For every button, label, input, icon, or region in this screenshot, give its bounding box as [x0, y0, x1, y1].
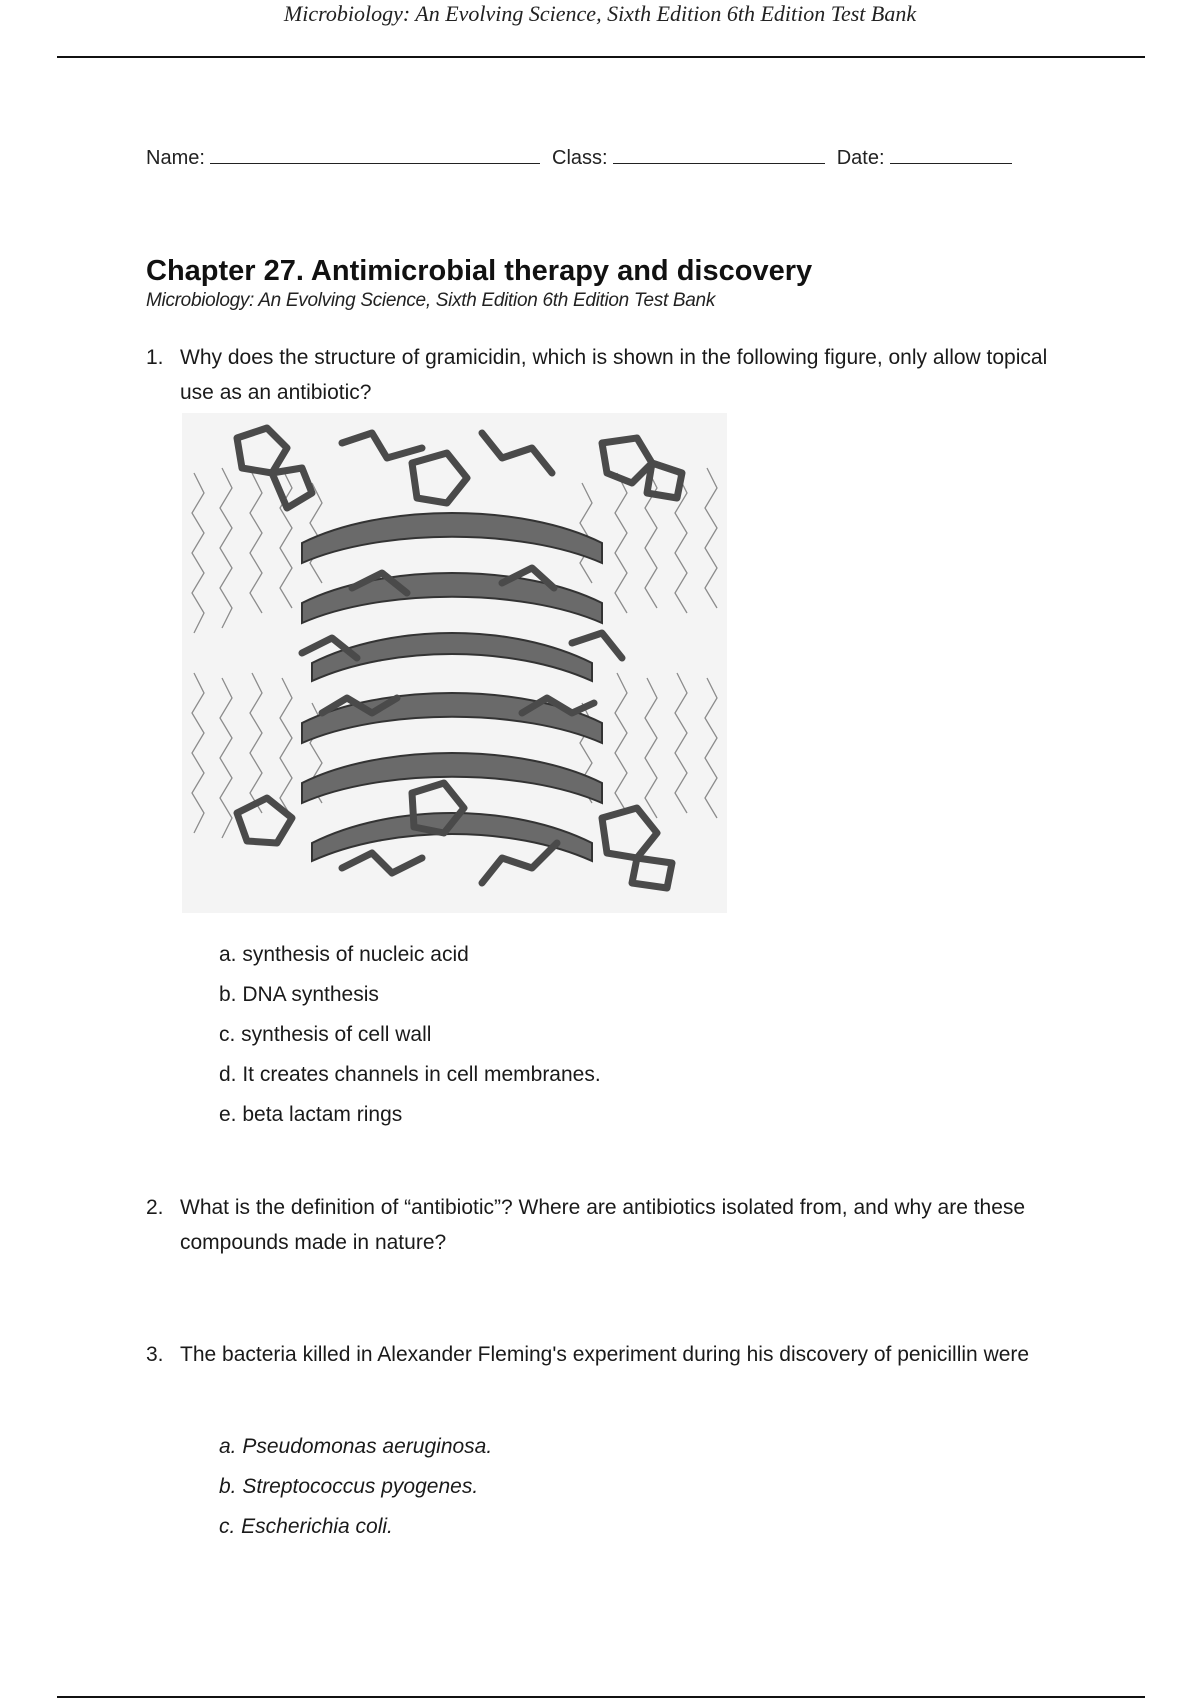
- chapter-subtitle: Microbiology: An Evolving Science, Sixth Edition 6th Edition Test Bank: [146, 290, 716, 311]
- question-number: 3.: [146, 1343, 164, 1366]
- date-blank[interactable]: [890, 145, 1012, 164]
- question-number: 1.: [146, 346, 164, 369]
- question-1-options: [219, 935, 601, 1135]
- student-info-line: [146, 145, 1012, 170]
- option-e[interactable]: e. beta lactam rings: [219, 1103, 403, 1126]
- question-2: [146, 1190, 1076, 1260]
- question-3-options: [219, 1427, 492, 1547]
- question-text: What is the definition of “antibiotic”? Where are antibiotics isolated from, and why are these compounds made in nature?: [180, 1196, 1026, 1254]
- option-b[interactable]: b. Streptococcus pyogenes.: [219, 1475, 479, 1498]
- question-text: The bacteria killed in Alexander Fleming's experiment during his discovery of penicillin were: [180, 1343, 1030, 1366]
- question-number: 2.: [146, 1196, 164, 1219]
- class-label: Class:: [552, 147, 608, 169]
- question-1: [146, 340, 1076, 410]
- name-label: Name:: [146, 147, 205, 169]
- gramicidin-structure-figure: [182, 413, 727, 913]
- running-header: Microbiology: An Evolving Science, Sixth Edition 6th Edition Test Bank: [283, 1, 917, 26]
- question-text: Why does the structure of gramicidin, which is shown in the following figure, only allow topical use as an antibiotic?: [180, 346, 1048, 404]
- option-b[interactable]: b. DNA synthesis: [219, 983, 379, 1006]
- question-3: [146, 1337, 1076, 1372]
- class-blank[interactable]: [613, 145, 825, 164]
- option-d[interactable]: d. It creates channels in cell membranes.: [219, 1063, 601, 1086]
- header-divider: [57, 56, 1145, 58]
- date-label: Date:: [836, 147, 885, 169]
- footer-divider: [57, 1696, 1145, 1698]
- option-c[interactable]: c. Escherichia coli.: [219, 1515, 393, 1538]
- option-a[interactable]: a. synthesis of nucleic acid: [219, 943, 469, 966]
- name-blank[interactable]: [210, 145, 540, 164]
- option-c[interactable]: c. synthesis of cell wall: [219, 1023, 432, 1046]
- option-a[interactable]: a. Pseudomonas aeruginosa.: [219, 1435, 493, 1458]
- chapter-title: Chapter 27. Antimicrobial therapy and discovery: [146, 255, 813, 287]
